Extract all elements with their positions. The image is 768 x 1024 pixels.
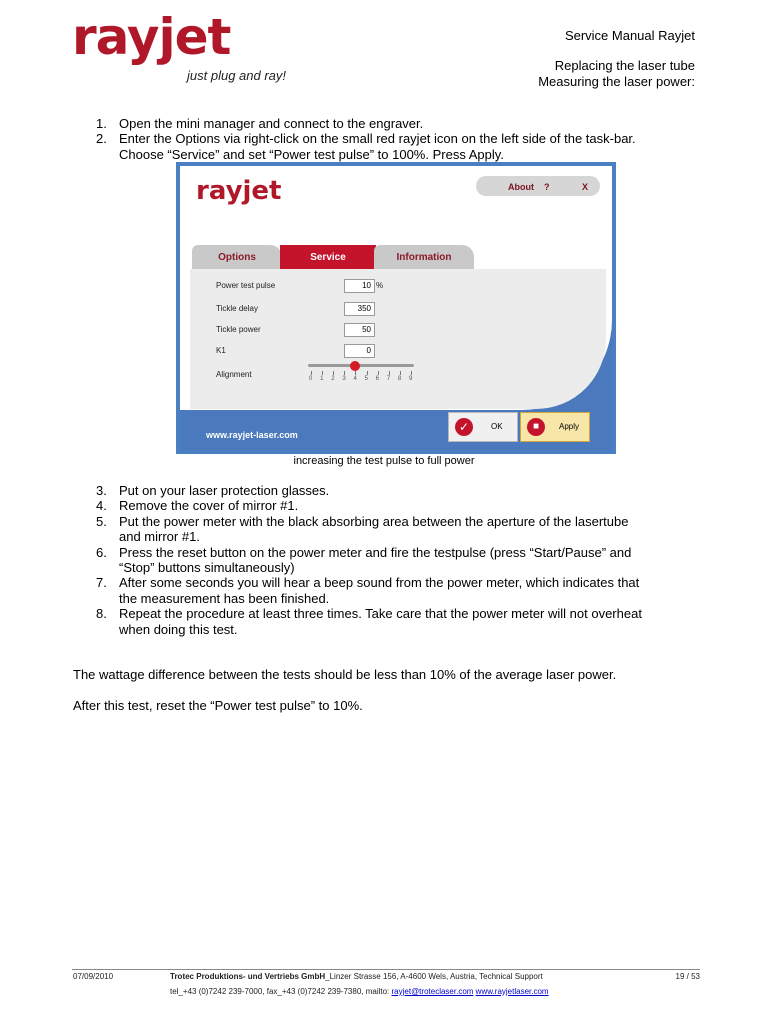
footer-email-link[interactable]: rayjet@troteclaser.com bbox=[391, 987, 474, 996]
list-item bbox=[96, 514, 642, 545]
k1-input[interactable]: 0 bbox=[344, 344, 375, 358]
steps-list-a bbox=[96, 116, 636, 162]
footer-address: _Linzer Strasse 156, A-4600 Wels, Austria, Technical Support bbox=[325, 972, 543, 981]
save-icon: ■ bbox=[527, 418, 545, 436]
slider-tick bbox=[378, 371, 379, 375]
field-unit: % bbox=[376, 281, 384, 290]
tickle-power-input[interactable]: 50 bbox=[344, 323, 375, 337]
slider-tick-label: 7 bbox=[386, 376, 391, 382]
logo-wordmark: rayjet bbox=[72, 8, 231, 66]
slider-track bbox=[308, 364, 414, 367]
slider-thumb[interactable] bbox=[350, 361, 360, 371]
footer-page-number: 19 / 53 bbox=[675, 972, 700, 981]
slider-tick-label: 9 bbox=[409, 376, 413, 382]
step-number: 7. bbox=[96, 575, 107, 591]
step-number: 8. bbox=[96, 606, 107, 622]
step-text: Open the mini manager and connect to the engraver. bbox=[119, 116, 424, 131]
list-item bbox=[96, 545, 642, 576]
slider-tick bbox=[389, 371, 390, 375]
footer-company: Trotec Produktions- und Vertriebs GmbH bbox=[170, 972, 326, 981]
step-number: 5. bbox=[96, 513, 107, 529]
step-text: Repeat the procedure at least three times. Take care that the power meter will not overheat bbox=[119, 606, 642, 622]
step-text: Press the reset button on the power meter and fire the testpulse (press “Start/Pause” and bbox=[119, 544, 632, 560]
help-button[interactable]: ? bbox=[544, 182, 550, 192]
options-dialog-screenshot bbox=[176, 162, 616, 454]
slider-tick bbox=[367, 371, 368, 375]
footer-date: 07/09/2010 bbox=[73, 972, 114, 981]
ok-button[interactable] bbox=[448, 412, 518, 442]
tab-information[interactable]: Information bbox=[374, 245, 474, 271]
step-text: After some seconds you will hear a beep sound from the power meter, which indicates that bbox=[119, 575, 640, 591]
footer-rule bbox=[72, 969, 700, 970]
alignment-slider[interactable] bbox=[308, 361, 416, 387]
step-number: 3. bbox=[96, 483, 107, 498]
website-url: www.rayjet-laser.com bbox=[206, 430, 298, 440]
list-item bbox=[96, 116, 636, 131]
slider-tick-label: 1 bbox=[320, 376, 324, 382]
slider-tick-label: 6 bbox=[375, 376, 379, 382]
wattage-note: The wattage difference between the tests should be less than 10% of the average laser power. bbox=[73, 667, 617, 682]
slider-tick-label: 0 bbox=[309, 376, 313, 382]
reset-note: After this test, reset the “Power test pulse” to 10%. bbox=[73, 698, 363, 713]
footer-website-link[interactable]: www.rayjetlaser.com bbox=[475, 987, 549, 996]
list-item bbox=[96, 131, 636, 162]
tab-options[interactable]: Options bbox=[192, 245, 282, 271]
list-item bbox=[96, 483, 642, 498]
tickle-delay-input[interactable]: 350 bbox=[344, 302, 375, 316]
step-text: Remove the cover of mirror #1. bbox=[119, 498, 299, 514]
figure-caption: increasing the test pulse to full power bbox=[293, 455, 475, 467]
slider-tick bbox=[344, 371, 345, 375]
step-text: when doing this test. bbox=[119, 621, 238, 637]
dialog-body bbox=[180, 166, 612, 410]
slider-tick-label: 3 bbox=[342, 376, 346, 382]
step-number: 2. bbox=[96, 131, 107, 147]
field-label: Power test pulse bbox=[216, 281, 276, 290]
slider-tick bbox=[355, 371, 356, 375]
field-label: Tickle power bbox=[216, 325, 261, 334]
step-text: Enter the Options via right-click on the small red rayjet icon on the left side of the task-bar. bbox=[119, 131, 636, 147]
tab-service[interactable]: Service bbox=[280, 245, 376, 271]
step-text: Put the power meter with the black absorbing area between the aperture of the lasertube bbox=[119, 513, 629, 529]
dialog-logo: rayjet bbox=[196, 176, 282, 206]
step-text: “Stop” buttons simultaneously) bbox=[119, 560, 295, 576]
field-label: Tickle delay bbox=[216, 304, 258, 313]
section-title: Replacing the laser tube bbox=[554, 58, 695, 73]
step-text: Choose “Service” and set “Power test pulse” to 100%. Press Apply. bbox=[119, 146, 504, 162]
step-number: 1. bbox=[96, 116, 107, 131]
apply-label: Apply bbox=[559, 422, 580, 431]
rayjet-logo bbox=[72, 8, 312, 92]
step-text: and mirror #1. bbox=[119, 529, 200, 545]
close-button[interactable]: X bbox=[582, 182, 589, 192]
slider-tick bbox=[322, 371, 323, 375]
step-text: Put on your laser protection glasses. bbox=[119, 483, 330, 498]
service-panel bbox=[190, 269, 606, 409]
about-button[interactable]: About bbox=[508, 182, 534, 192]
power-test-pulse-input[interactable]: 10 bbox=[344, 279, 375, 293]
slider-tick-label: 5 bbox=[364, 376, 368, 382]
slider-tick-label: 8 bbox=[397, 376, 402, 382]
list-item bbox=[96, 498, 642, 513]
footer-company-line bbox=[170, 972, 543, 981]
slider-tick bbox=[411, 371, 412, 375]
slider-tick bbox=[400, 371, 401, 375]
slider-tick-label: 2 bbox=[331, 376, 335, 382]
ok-label: OK bbox=[491, 422, 503, 431]
slider-tick-label: 4 bbox=[353, 376, 357, 382]
list-item bbox=[96, 575, 642, 606]
doc-title: Service Manual Rayjet bbox=[564, 28, 695, 43]
apply-button[interactable] bbox=[520, 412, 590, 442]
list-item bbox=[96, 606, 642, 637]
footer-contact-line bbox=[170, 987, 549, 996]
step-number: 4. bbox=[96, 498, 107, 514]
steps-list-b bbox=[96, 483, 642, 637]
step-text: the measurement has been finished. bbox=[119, 590, 330, 606]
checkmark-icon: ✓ bbox=[455, 418, 473, 436]
slider-tick bbox=[333, 371, 334, 375]
logo-tagline: just plug and ray! bbox=[187, 68, 287, 83]
footer-contact: tel_+43 (0)7242 239-7000, fax_+43 (0)7242 239-7380, mailto: bbox=[170, 987, 392, 996]
subsection-title: Measuring the laser power: bbox=[538, 74, 695, 89]
alignment-label: Alignment bbox=[216, 370, 252, 379]
slider-tick bbox=[311, 371, 312, 375]
field-label: K1 bbox=[216, 346, 226, 355]
step-number: 6. bbox=[96, 544, 107, 560]
